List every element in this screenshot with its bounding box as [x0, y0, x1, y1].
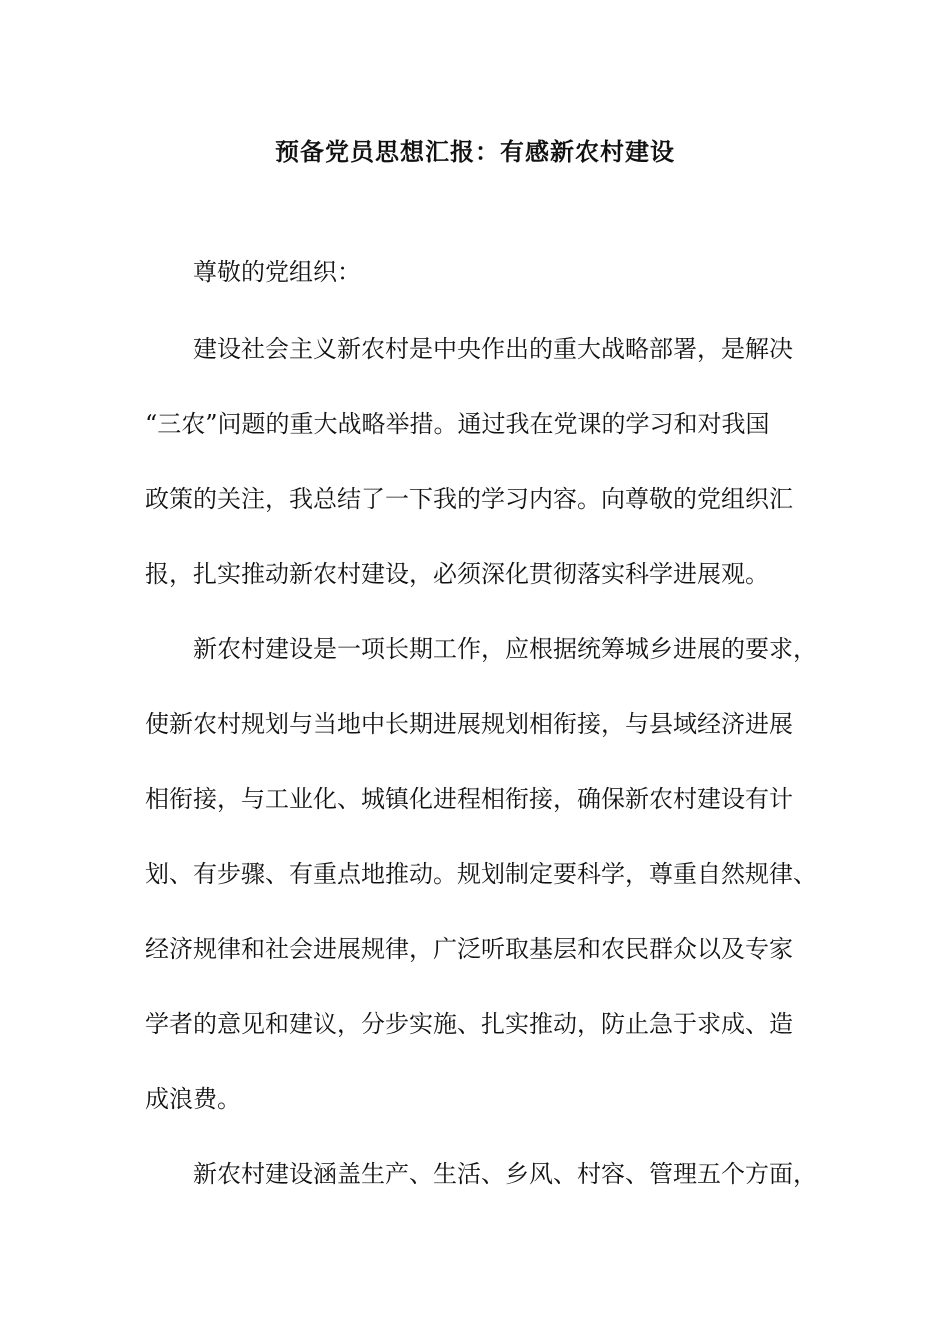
salutation-line: 尊敬的党组织： [145, 258, 361, 286]
body-line: 成浪费。 [145, 1085, 241, 1113]
body-line: 使新农村规划与当地中长期进展规划相衔接，与县域经济进展 [145, 710, 793, 738]
body-line: 学者的意见和建议，分步实施、扎实推动，防止急于求成、造 [145, 1010, 793, 1038]
body-line: 报，扎实推动新农村建设，必须深化贯彻落实科学进展观。 [145, 560, 769, 588]
body-line: 经济规律和社会进展规律，广泛听取基层和农民群众以及专家 [145, 935, 793, 963]
body-line: 新农村建设涵盖生产、生活、乡风、村容、管理五个方面， [145, 1160, 817, 1188]
body-line: 政策的关注，我总结了一下我的学习内容。向尊敬的党组织汇 [145, 485, 793, 513]
body-line: 划、有步骤、有重点地推动。规划制定要科学，尊重自然规律、 [145, 860, 817, 888]
body-line: “三农”问题的重大战略举措。通过我在党课的学习和对我国 [145, 410, 770, 438]
body-line: 建设社会主义新农村是中央作出的重大战略部署，是解决 [145, 335, 793, 363]
body-line: 新农村建设是一项长期工作，应根据统筹城乡进展的要求， [145, 635, 817, 663]
body-line: 相衔接，与工业化、城镇化进程相衔接，确保新农村建设有计 [145, 785, 793, 813]
document-title: 预备党员思想汇报：有感新农村建设 [275, 137, 675, 166]
